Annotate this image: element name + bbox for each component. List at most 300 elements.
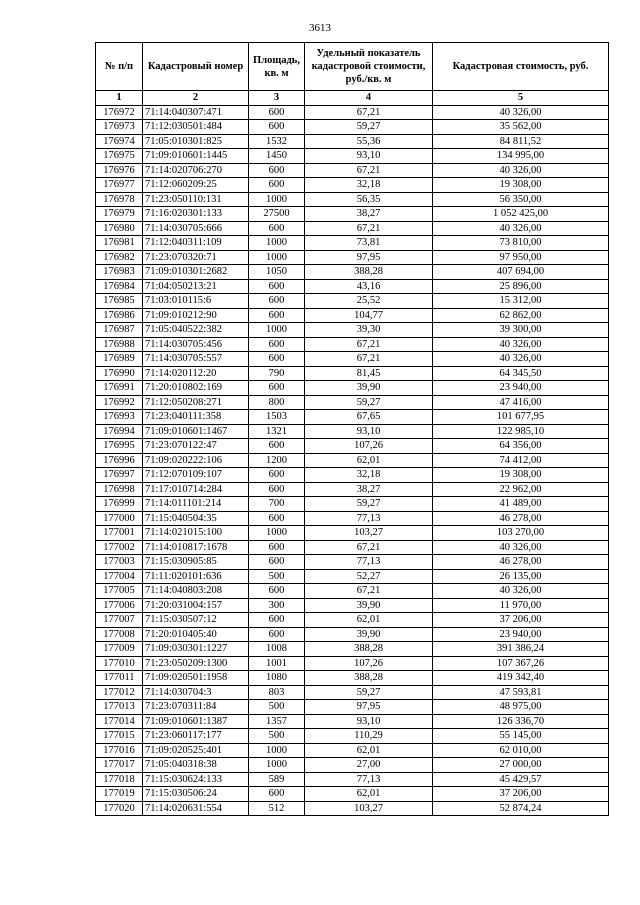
row-number-cell: 177015	[96, 729, 143, 744]
cadastral-value-cell: 40 326,00	[433, 105, 609, 120]
specific-value-cell: 55,36	[305, 134, 433, 149]
specific-value-cell: 73,81	[305, 236, 433, 251]
row-number-cell: 177012	[96, 685, 143, 700]
column-number: 5	[433, 91, 609, 106]
cadastral-number-cell: 71:23:070311:84	[143, 700, 249, 715]
cadastral-value-cell: 39 300,00	[433, 323, 609, 338]
table-row	[96, 134, 609, 149]
table-row	[96, 453, 609, 468]
table-row	[96, 555, 609, 570]
cadastral-value-cell: 11 970,00	[433, 598, 609, 613]
cadastral-number-cell: 71:15:030905:85	[143, 555, 249, 570]
cadastral-value-cell: 97 950,00	[433, 250, 609, 265]
table-row	[96, 613, 609, 628]
cadastral-value-cell: 15 312,00	[433, 294, 609, 309]
cadastral-number-cell: 71:05:040522:382	[143, 323, 249, 338]
table-row	[96, 584, 609, 599]
row-number-cell: 176980	[96, 221, 143, 236]
row-number-cell: 177010	[96, 656, 143, 671]
cadastral-number-cell: 71:23:050110:131	[143, 192, 249, 207]
table-row	[96, 642, 609, 657]
cadastral-value-cell: 26 135,00	[433, 569, 609, 584]
cadastral-number-cell: 71:03:010115:6	[143, 294, 249, 309]
row-number-cell: 176987	[96, 323, 143, 338]
table-row	[96, 801, 609, 816]
header-cadastral-number: Кадастровый номер	[143, 43, 249, 91]
cadastral-value-cell: 35 562,00	[433, 120, 609, 135]
column-number: 3	[249, 91, 305, 106]
row-number-cell: 177004	[96, 569, 143, 584]
area-cell: 600	[249, 105, 305, 120]
cadastral-number-cell: 71:14:030705:456	[143, 337, 249, 352]
cadastral-value-cell: 134 995,00	[433, 149, 609, 164]
cadastral-number-cell: 71:09:010601:1445	[143, 149, 249, 164]
row-number-cell: 177002	[96, 540, 143, 555]
area-cell: 27500	[249, 207, 305, 222]
cadastral-value-cell: 74 412,00	[433, 453, 609, 468]
table-body	[96, 105, 609, 816]
cadastral-value-cell: 84 811,52	[433, 134, 609, 149]
table-row	[96, 105, 609, 120]
table-row	[96, 511, 609, 526]
area-cell: 600	[249, 627, 305, 642]
area-cell: 600	[249, 613, 305, 628]
cadastral-number-cell: 71:14:010817:1678	[143, 540, 249, 555]
cadastral-number-cell: 71:15:030506:24	[143, 787, 249, 802]
table-row	[96, 250, 609, 265]
column-number-row	[96, 91, 609, 106]
cadastral-number-cell: 71:14:030705:557	[143, 352, 249, 367]
cadastral-number-cell: 71:12:040311:109	[143, 236, 249, 251]
header-area: Площадь, кв. м	[249, 43, 305, 91]
cadastral-number-cell: 71:17:010714:284	[143, 482, 249, 497]
specific-value-cell: 32,18	[305, 178, 433, 193]
specific-value-cell: 97,95	[305, 250, 433, 265]
specific-value-cell: 81,45	[305, 366, 433, 381]
row-number-cell: 177013	[96, 700, 143, 715]
specific-value-cell: 67,21	[305, 352, 433, 367]
row-number-cell: 176986	[96, 308, 143, 323]
area-cell: 600	[249, 294, 305, 309]
cadastral-value-cell: 62 010,00	[433, 743, 609, 758]
cadastral-value-cell: 107 367,26	[433, 656, 609, 671]
cadastral-number-cell: 71:23:050209:1300	[143, 656, 249, 671]
cadastral-number-cell: 71:09:010601:1387	[143, 714, 249, 729]
row-number-cell: 177000	[96, 511, 143, 526]
row-number-cell: 176996	[96, 453, 143, 468]
cadastral-number-cell: 71:14:020706:270	[143, 163, 249, 178]
table-row	[96, 221, 609, 236]
table-row	[96, 729, 609, 744]
cadastral-value-cell: 22 962,00	[433, 482, 609, 497]
specific-value-cell: 59,27	[305, 395, 433, 410]
table-row	[96, 598, 609, 613]
cadastral-number-cell: 71:05:010301:825	[143, 134, 249, 149]
row-number-cell: 177014	[96, 714, 143, 729]
area-cell: 500	[249, 729, 305, 744]
specific-value-cell: 77,13	[305, 555, 433, 570]
cadastral-value-cell: 391 386,24	[433, 642, 609, 657]
table-row	[96, 482, 609, 497]
specific-value-cell: 38,27	[305, 207, 433, 222]
cadastral-value-cell: 46 278,00	[433, 511, 609, 526]
cadastral-number-cell: 71:11:020101:636	[143, 569, 249, 584]
specific-value-cell: 77,13	[305, 772, 433, 787]
cadastral-value-cell: 27 000,00	[433, 758, 609, 773]
area-cell: 512	[249, 801, 305, 816]
column-number: 1	[96, 91, 143, 106]
cadastral-value-cell: 1 052 425,00	[433, 207, 609, 222]
table-row	[96, 671, 609, 686]
row-number-cell: 177016	[96, 743, 143, 758]
area-cell: 1080	[249, 671, 305, 686]
cadastral-value-cell: 103 270,00	[433, 526, 609, 541]
specific-value-cell: 93,10	[305, 714, 433, 729]
area-cell: 800	[249, 395, 305, 410]
cadastral-value-cell: 47 416,00	[433, 395, 609, 410]
row-number-cell: 177020	[96, 801, 143, 816]
cadastral-number-cell: 71:14:011101:214	[143, 497, 249, 512]
cadastral-number-cell: 71:20:010802:169	[143, 381, 249, 396]
table-row	[96, 265, 609, 280]
cadastral-number-cell: 71:14:020112:20	[143, 366, 249, 381]
area-cell: 803	[249, 685, 305, 700]
cadastral-number-cell: 71:09:010212:90	[143, 308, 249, 323]
row-number-cell: 176997	[96, 468, 143, 483]
specific-value-cell: 103,27	[305, 801, 433, 816]
cadastral-number-cell: 71:15:030507:12	[143, 613, 249, 628]
table-row	[96, 772, 609, 787]
header-cadastral-value: Кадастровая стоимость, руб.	[433, 43, 609, 91]
table-row	[96, 439, 609, 454]
cadastral-number-cell: 71:12:050208:271	[143, 395, 249, 410]
row-number-cell: 176993	[96, 410, 143, 425]
specific-value-cell: 62,01	[305, 787, 433, 802]
specific-value-cell: 97,95	[305, 700, 433, 715]
area-cell: 600	[249, 787, 305, 802]
cadastral-number-cell: 71:14:030704:3	[143, 685, 249, 700]
cadastral-value-cell: 64 356,00	[433, 439, 609, 454]
specific-value-cell: 77,13	[305, 511, 433, 526]
table-row	[96, 192, 609, 207]
cadastral-number-cell: 71:14:021015:100	[143, 526, 249, 541]
cadastral-number-cell: 71:14:040803:208	[143, 584, 249, 599]
area-cell: 1000	[249, 758, 305, 773]
specific-value-cell: 103,27	[305, 526, 433, 541]
header-row-number: № п/п	[96, 43, 143, 91]
cadastral-value-cell: 40 326,00	[433, 540, 609, 555]
row-number-cell: 176992	[96, 395, 143, 410]
specific-value-cell: 67,21	[305, 105, 433, 120]
row-number-cell: 177019	[96, 787, 143, 802]
specific-value-cell: 93,10	[305, 149, 433, 164]
row-number-cell: 176994	[96, 424, 143, 439]
area-cell: 600	[249, 221, 305, 236]
area-cell: 600	[249, 337, 305, 352]
area-cell: 600	[249, 178, 305, 193]
cadastral-value-cell: 56 350,00	[433, 192, 609, 207]
cadastral-number-cell: 71:09:010601:1467	[143, 424, 249, 439]
cadastral-value-cell: 407 694,00	[433, 265, 609, 280]
cadastral-value-cell: 40 326,00	[433, 352, 609, 367]
area-cell: 600	[249, 482, 305, 497]
table-row	[96, 758, 609, 773]
cadastral-value-table	[95, 42, 609, 816]
cadastral-value-cell: 45 429,57	[433, 772, 609, 787]
specific-value-cell: 67,21	[305, 540, 433, 555]
area-cell: 600	[249, 468, 305, 483]
area-cell: 1000	[249, 743, 305, 758]
cadastral-value-cell: 19 308,00	[433, 178, 609, 193]
cadastral-value-cell: 23 940,00	[433, 381, 609, 396]
table-row	[96, 627, 609, 642]
area-cell: 600	[249, 352, 305, 367]
cadastral-number-cell: 71:12:070109:107	[143, 468, 249, 483]
area-cell: 1000	[249, 236, 305, 251]
cadastral-value-cell: 37 206,00	[433, 613, 609, 628]
row-number-cell: 176978	[96, 192, 143, 207]
row-number-cell: 177008	[96, 627, 143, 642]
cadastral-value-cell: 52 874,24	[433, 801, 609, 816]
cadastral-value-cell: 25 896,00	[433, 279, 609, 294]
cadastral-number-cell: 71:09:030301:1227	[143, 642, 249, 657]
table-row	[96, 279, 609, 294]
row-number-cell: 176989	[96, 352, 143, 367]
area-cell: 1200	[249, 453, 305, 468]
cadastral-value-cell: 40 326,00	[433, 221, 609, 236]
area-cell: 500	[249, 569, 305, 584]
cadastral-number-cell: 71:09:010301:2682	[143, 265, 249, 280]
specific-value-cell: 62,01	[305, 453, 433, 468]
table-row	[96, 410, 609, 425]
row-number-cell: 176985	[96, 294, 143, 309]
table-row	[96, 236, 609, 251]
area-cell: 600	[249, 308, 305, 323]
area-cell: 1321	[249, 424, 305, 439]
area-cell: 700	[249, 497, 305, 512]
specific-value-cell: 388,28	[305, 642, 433, 657]
row-number-cell: 176998	[96, 482, 143, 497]
row-number-cell: 177011	[96, 671, 143, 686]
row-number-cell: 176972	[96, 105, 143, 120]
cadastral-value-cell: 19 308,00	[433, 468, 609, 483]
specific-value-cell: 56,35	[305, 192, 433, 207]
row-number-cell: 176979	[96, 207, 143, 222]
specific-value-cell: 110,29	[305, 729, 433, 744]
area-cell: 1532	[249, 134, 305, 149]
area-cell: 600	[249, 540, 305, 555]
row-number-cell: 177005	[96, 584, 143, 599]
row-number-cell: 176977	[96, 178, 143, 193]
cadastral-number-cell: 71:15:030624:133	[143, 772, 249, 787]
cadastral-value-cell: 419 342,40	[433, 671, 609, 686]
area-cell: 600	[249, 279, 305, 294]
cadastral-value-cell: 48 975,00	[433, 700, 609, 715]
table-row	[96, 526, 609, 541]
specific-value-cell: 67,21	[305, 221, 433, 236]
column-number: 4	[305, 91, 433, 106]
specific-value-cell: 67,65	[305, 410, 433, 425]
table-row	[96, 468, 609, 483]
area-cell: 600	[249, 163, 305, 178]
table-row	[96, 656, 609, 671]
table-row	[96, 163, 609, 178]
cadastral-number-cell: 71:14:040307:471	[143, 105, 249, 120]
table-row	[96, 540, 609, 555]
row-number-cell: 177006	[96, 598, 143, 613]
row-number-cell: 176995	[96, 439, 143, 454]
specific-value-cell: 39,30	[305, 323, 433, 338]
row-number-cell: 176982	[96, 250, 143, 265]
table-row	[96, 714, 609, 729]
table-row	[96, 366, 609, 381]
cadastral-value-cell: 122 985,10	[433, 424, 609, 439]
row-number-cell: 176974	[96, 134, 143, 149]
specific-value-cell: 59,27	[305, 685, 433, 700]
cadastral-number-cell: 71:14:030705:666	[143, 221, 249, 236]
specific-value-cell: 104,77	[305, 308, 433, 323]
cadastral-number-cell: 71:09:020222:106	[143, 453, 249, 468]
area-cell: 600	[249, 439, 305, 454]
cadastral-number-cell: 71:12:030501:484	[143, 120, 249, 135]
table-row	[96, 395, 609, 410]
cadastral-number-cell: 71:12:060209:25	[143, 178, 249, 193]
cadastral-value-cell: 37 206,00	[433, 787, 609, 802]
table-row	[96, 424, 609, 439]
area-cell: 1503	[249, 410, 305, 425]
area-cell: 600	[249, 555, 305, 570]
row-number-cell: 176988	[96, 337, 143, 352]
row-number-cell: 177018	[96, 772, 143, 787]
table-row	[96, 685, 609, 700]
specific-value-cell: 38,27	[305, 482, 433, 497]
area-cell: 790	[249, 366, 305, 381]
row-number-cell: 176984	[96, 279, 143, 294]
cadastral-number-cell: 71:23:070122:47	[143, 439, 249, 454]
area-cell: 1357	[249, 714, 305, 729]
table-row	[96, 294, 609, 309]
row-number-cell: 176999	[96, 497, 143, 512]
cadastral-value-cell: 41 489,00	[433, 497, 609, 512]
row-number-cell: 177003	[96, 555, 143, 570]
row-number-cell: 177007	[96, 613, 143, 628]
specific-value-cell: 39,90	[305, 627, 433, 642]
table-row	[96, 787, 609, 802]
table-row	[96, 149, 609, 164]
cadastral-number-cell: 71:23:040111:358	[143, 410, 249, 425]
specific-value-cell: 107,26	[305, 656, 433, 671]
area-cell: 1000	[249, 250, 305, 265]
row-number-cell: 176983	[96, 265, 143, 280]
specific-value-cell: 93,10	[305, 424, 433, 439]
specific-value-cell: 39,90	[305, 598, 433, 613]
cadastral-value-cell: 62 862,00	[433, 308, 609, 323]
cadastral-number-cell: 71:04:050213:21	[143, 279, 249, 294]
area-cell: 600	[249, 511, 305, 526]
column-number: 2	[143, 91, 249, 106]
row-number-cell: 176975	[96, 149, 143, 164]
row-number-cell: 177017	[96, 758, 143, 773]
row-number-cell: 176973	[96, 120, 143, 135]
specific-value-cell: 59,27	[305, 120, 433, 135]
table-row	[96, 700, 609, 715]
cadastral-value-cell: 64 345,50	[433, 366, 609, 381]
cadastral-value-cell: 40 326,00	[433, 163, 609, 178]
cadastral-value-cell: 101 677,95	[433, 410, 609, 425]
cadastral-number-cell: 71:23:060117:177	[143, 729, 249, 744]
cadastral-value-cell: 46 278,00	[433, 555, 609, 570]
specific-value-cell: 52,27	[305, 569, 433, 584]
cadastral-number-cell: 71:05:040318:38	[143, 758, 249, 773]
specific-value-cell: 67,21	[305, 163, 433, 178]
table-row	[96, 352, 609, 367]
cadastral-value-cell: 40 326,00	[433, 337, 609, 352]
specific-value-cell: 32,18	[305, 468, 433, 483]
table-row	[96, 337, 609, 352]
area-cell: 1450	[249, 149, 305, 164]
cadastral-value-cell: 47 593,81	[433, 685, 609, 700]
page-number: 3613	[309, 22, 331, 34]
cadastral-number-cell: 71:23:070320:71	[143, 250, 249, 265]
table-row	[96, 207, 609, 222]
row-number-cell: 176991	[96, 381, 143, 396]
row-number-cell: 176990	[96, 366, 143, 381]
cadastral-value-cell: 73 810,00	[433, 236, 609, 251]
row-number-cell: 177009	[96, 642, 143, 657]
specific-value-cell: 388,28	[305, 265, 433, 280]
area-cell: 1000	[249, 323, 305, 338]
row-number-cell: 176981	[96, 236, 143, 251]
table-row	[96, 178, 609, 193]
table-row	[96, 120, 609, 135]
table-row	[96, 497, 609, 512]
specific-value-cell: 62,01	[305, 613, 433, 628]
specific-value-cell: 25,52	[305, 294, 433, 309]
cadastral-value-cell: 55 145,00	[433, 729, 609, 744]
area-cell: 600	[249, 381, 305, 396]
cadastral-value-cell: 40 326,00	[433, 584, 609, 599]
cadastral-number-cell: 71:20:031004:157	[143, 598, 249, 613]
specific-value-cell: 39,90	[305, 381, 433, 396]
table-row	[96, 308, 609, 323]
area-cell: 600	[249, 584, 305, 599]
cadastral-number-cell: 71:09:020525:401	[143, 743, 249, 758]
specific-value-cell: 67,21	[305, 337, 433, 352]
specific-value-cell: 67,21	[305, 584, 433, 599]
area-cell: 1050	[249, 265, 305, 280]
header-row	[96, 43, 609, 91]
row-number-cell: 177001	[96, 526, 143, 541]
area-cell: 1001	[249, 656, 305, 671]
row-number-cell: 176976	[96, 163, 143, 178]
area-cell: 600	[249, 120, 305, 135]
cadastral-number-cell: 71:14:020631:554	[143, 801, 249, 816]
cadastral-number-cell: 71:15:040504:35	[143, 511, 249, 526]
area-cell: 1000	[249, 526, 305, 541]
specific-value-cell: 59,27	[305, 497, 433, 512]
specific-value-cell: 27,00	[305, 758, 433, 773]
cadastral-number-cell: 71:20:010405:40	[143, 627, 249, 642]
cadastral-number-cell: 71:09:020501:1958	[143, 671, 249, 686]
table-row	[96, 569, 609, 584]
cadastral-value-cell: 126 336,70	[433, 714, 609, 729]
table-row	[96, 323, 609, 338]
cadastral-value-cell: 23 940,00	[433, 627, 609, 642]
header-specific-value: Удельный показатель кадастровой стоимости, руб./кв. м	[305, 43, 433, 91]
area-cell: 300	[249, 598, 305, 613]
table-row	[96, 381, 609, 396]
specific-value-cell: 62,01	[305, 743, 433, 758]
